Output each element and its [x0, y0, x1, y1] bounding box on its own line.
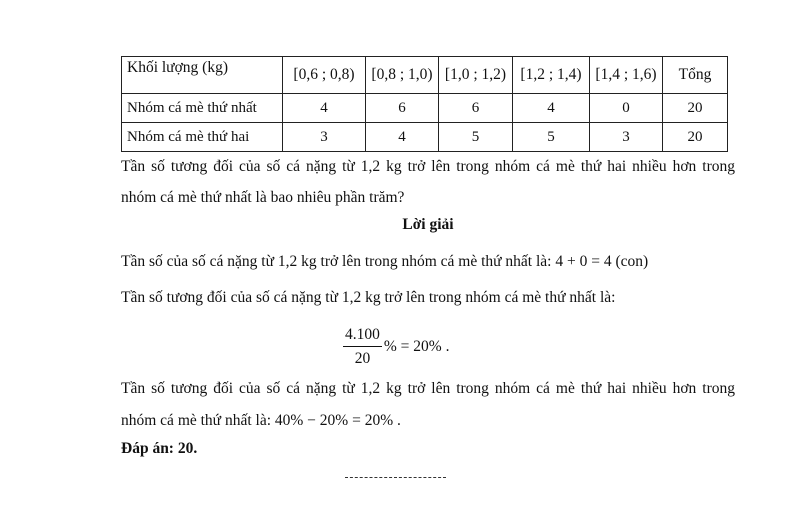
final-answer: Đáp án: 20. [121, 440, 198, 457]
percentage-formula [343, 324, 449, 370]
header-cell-weight: Khối lượng (kg) [122, 57, 283, 94]
fraction [343, 326, 382, 368]
header-cell-interval: [0,6 ; 0,8) [283, 57, 366, 94]
solution-step-3-line-2: nhóm cá mè thứ nhất là: 40% − 20% = 20% . [121, 412, 401, 429]
table-cell: 5 [513, 123, 590, 152]
header-cell-interval: [1,4 ; 1,6) [590, 57, 663, 94]
table-cell: 6 [366, 94, 439, 123]
solution-step-1: Tần số của số cá nặng từ 1,2 kg trở lên trong nhóm cá mè thứ nhất là: 4 + 0 = 4 (con) [121, 253, 649, 270]
table-cell: 4 [366, 123, 439, 152]
table-cell: 0 [590, 94, 663, 123]
table-cell: 4 [283, 94, 366, 123]
table-cell: 5 [439, 123, 513, 152]
question-line-1: Tần số tương đối của số cá nặng từ 1,2 kg trở lên trong nhóm cá mè thứ hai nhiều hơn trong [121, 158, 735, 175]
header-cell-total: Tổng [663, 57, 728, 94]
table-cell: 3 [590, 123, 663, 152]
table-cell: 20 [663, 123, 728, 152]
row-label: Nhóm cá mè thứ hai [122, 123, 283, 152]
question-line-2: nhóm cá mè thứ nhất là bao nhiêu phần trăm? [121, 189, 405, 206]
table-header-row [122, 57, 728, 94]
frequency-table [121, 56, 728, 152]
solution-step-2: Tần số tương đối của số cá nặng từ 1,2 kg trở lên trong nhóm cá mè thứ nhất là: [121, 289, 616, 306]
solution-step-3-line-1: Tần số tương đối của số cá nặng từ 1,2 kg trở lên trong nhóm cá mè thứ hai nhiều hơn trong [121, 380, 735, 397]
fraction-denominator: 20 [354, 350, 371, 367]
solution-title: Lời giải [402, 216, 454, 233]
table-cell: 6 [439, 94, 513, 123]
header-cell-interval: [0,8 ; 1,0) [366, 57, 439, 94]
formula-result: % = 20% . [383, 338, 450, 355]
header-cell-interval: [1,0 ; 1,2) [439, 57, 513, 94]
table-row [122, 123, 728, 152]
header-cell-interval: [1,2 ; 1,4) [513, 57, 590, 94]
row-label: Nhóm cá mè thứ nhất [122, 94, 283, 123]
fraction-numerator: 4.100 [343, 326, 382, 347]
table-cell: 3 [283, 123, 366, 152]
table-cell: 20 [663, 94, 728, 123]
separator-line [345, 477, 446, 478]
table-cell: 4 [513, 94, 590, 123]
table-row [122, 94, 728, 123]
